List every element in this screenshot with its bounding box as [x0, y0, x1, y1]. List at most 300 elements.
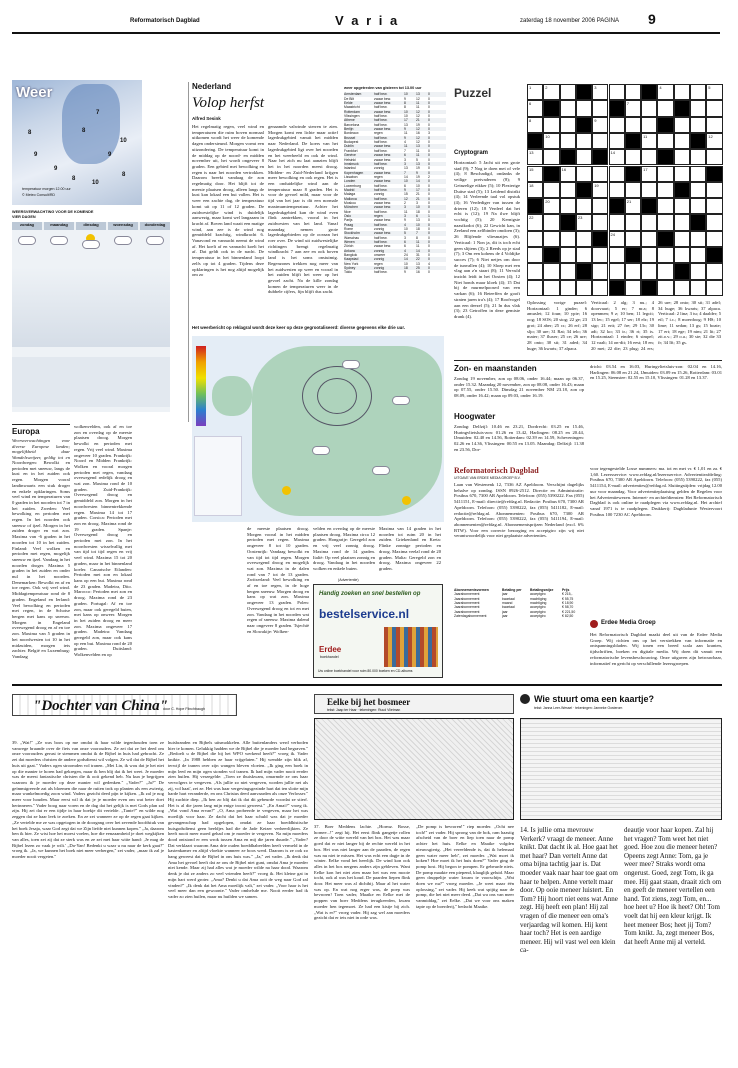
table-cell: Brussel — [344, 135, 356, 140]
crossword-cell-number: 3 — [594, 85, 597, 90]
crossword-cell-number: 8 — [529, 117, 532, 123]
table-cell: maand — [502, 601, 513, 606]
table-cell: 12 — [416, 114, 420, 119]
crossword-cell[interactable] — [690, 100, 706, 116]
crossword-cell[interactable] — [592, 214, 608, 230]
crossword-cell[interactable] — [657, 84, 673, 100]
crossword-cell[interactable] — [543, 263, 559, 279]
crossword-cell[interactable] — [641, 231, 657, 247]
forecast-title: WEERSVERWACHTING VOOR DE KOMENDE VIER DAGEN — [12, 210, 94, 219]
crossword-cell[interactable] — [527, 117, 543, 133]
crossword-cell[interactable] — [560, 166, 576, 182]
table-cell: 9 — [404, 187, 406, 192]
table-cell: 1 — [428, 213, 430, 218]
table-cell: zwaar bew. — [374, 153, 391, 158]
crossword-cell-number: 12 — [708, 133, 713, 139]
forecast-day-label: woensdag — [113, 222, 133, 227]
ad-books-image — [384, 627, 438, 667]
table-cell: De Bilt — [344, 96, 354, 101]
crossword-cell[interactable] — [576, 182, 592, 198]
crossword-cell[interactable] — [674, 84, 690, 100]
crossword-cell[interactable] — [592, 247, 608, 263]
table-cell: 0 — [428, 140, 430, 145]
table-cell: 31 — [416, 253, 420, 258]
crossword-cell[interactable] — [625, 100, 641, 116]
table-cell: 3 — [404, 235, 406, 240]
crossword-cell[interactable] — [641, 100, 657, 116]
crossword-cell[interactable] — [625, 117, 641, 133]
crossword-cell[interactable] — [706, 100, 722, 116]
nederland-kicker: Nederland — [192, 82, 232, 91]
crossword-cell[interactable] — [609, 247, 625, 263]
table-cell: 0 — [428, 222, 430, 227]
nederland-col-1: Het regelmatig regen, veel wind en temperaturen die ruim boven normaal uitkomen wordt het weer de komende dagen ondersteund. Morgen vormt een uitzondering. De temperatuur komt in de middag op de noord- en midden november uit, het wordt ongeveer 8 graden. Een gebied met bewolking en regen is naar het noorden vertrokken. Daarom breekt vandaag de zon regelmatig door. Het blijft tot de meeste plaatsen droog, alleen langs de kust kan lokaal een bui vallen. Het is weer een zachte dag, de temperatuur komt uit op 11 of 12 graden. De zuidwestelijke wind is duidelijk aanwezig, maar komt wel langzaam in kracht af. Boven land waait een matige wind, aan zee is de wind nog gemiddeld krachtig, windkracht 6. Vanavond en vannacht neemt de wind af. Het koelt af en vannacht koelt het af. Dat geldt ook in de nacht. De temperatuur in het binnenland loopt zelfs op tot 4 graden. Tijdens deze opklaringen is het nog altijd mogelijk om zo — [192, 124, 264, 278]
crossword-cell[interactable] — [543, 198, 559, 214]
crossword-cell[interactable] — [625, 133, 641, 149]
crossword-cell[interactable] — [657, 263, 673, 279]
crossword-cell[interactable] — [527, 198, 543, 214]
weer-title: Weer — [16, 84, 53, 101]
table-cell: 12 — [416, 127, 420, 132]
crossword-cell[interactable] — [674, 214, 690, 230]
crossword-cell[interactable] — [674, 149, 690, 165]
crossword-cell[interactable] — [543, 247, 559, 263]
table-cell: € 215,- — [562, 592, 573, 597]
crossword-cell-number: 18 — [529, 182, 534, 188]
table-cell: zwaar bew. — [374, 170, 391, 175]
crossword-cell[interactable] — [674, 247, 690, 263]
dochter-title: "Dochter van China" — [33, 698, 169, 714]
crossword-cell-number: 15 — [529, 166, 534, 172]
crossword-cell[interactable] — [690, 198, 706, 214]
crossword-cell[interactable] — [527, 280, 543, 296]
map-temp: 9 — [108, 152, 112, 158]
crossword-cell[interactable] — [657, 247, 673, 263]
table-cell: 21 — [416, 196, 420, 201]
crossword-cell[interactable] — [657, 117, 673, 133]
table-cell: half bew. — [374, 196, 388, 201]
table-cell: New York — [344, 261, 359, 266]
crossword-cell[interactable] — [674, 166, 690, 182]
table-cell: 11 — [404, 209, 408, 214]
crossword-cell[interactable] — [543, 149, 559, 165]
puzzel-clues: Horizontaal: 5 Jacht uit een grote stad (9); 7 Nog te doen met of vele (4); 8 Beschadigd, ondanks de veilige pretvaderen (8); 9 Geinzelige eikker (5); 10 Plezierige Duitse stad (5); 13 Leidend distrikt (4); 14 Verleende taal vol opstuk (4); 16 Verdediger van tussen de drieren (12); 18 Verdeel dat het echt is (12); 19 Na ilwe blijft vochtig (5); 20 Kernigste naastkodot (6); 22 Gewicht kan, in Zeeland een zelfbinder omdoen (3); 26 Blijfende vliesmatjes (6). Verticaal: 1 Non ja, dit is toch echt geen slijtens (3); 2 Reeds op je stad (7); 3 Om een kohens de 4 Voldijke succes (7); 6 Niet netjes om door de tunvallen (4); 10 Sloep met een vlag aan z'n staart (8); 11 Vervuld inzicht leidt in het Oosten (4); 12 Niet honds maar kloek (4); 15 Dat bij de murmelpoosed van een varkan (6); 16 Beteeffen de gooft straten jaren tra's (4); 17 Roofvogel aan een deezel (5); 21 In dus vlak (3); 23 Getroffen in deze gemiste drank (4). — [454, 160, 520, 319]
table-cell: zwaar bew. — [374, 127, 391, 132]
table-cell: 13 — [416, 161, 420, 166]
table-cell: 4 — [404, 222, 406, 227]
table-cell: 0 — [428, 200, 430, 205]
cloud-icon — [146, 236, 164, 245]
crossword-cell[interactable] — [625, 166, 641, 182]
crossword-cell[interactable] — [576, 166, 592, 182]
map-temp: 8 — [72, 176, 76, 182]
crossword-cell[interactable] — [527, 133, 543, 149]
forecast-days — [12, 222, 170, 412]
table-cell: half bew. — [374, 114, 388, 119]
bosmeer-title: Eelke bij het bosmeer — [327, 697, 411, 707]
puzzel-solution: Oplossing vorige puzzel: Horizontaal: 1 ginder; 6 amuslet; 12 foun; 10 ypie; 16 oog; 18 SOS; 20 stog; 22 ge; 23 grot; 24 aber; 25 cr.; 26 erf; 28 sljo; 30 ure; 31 Rat; 34 ielo; 36 mater; 37 fluxer; 25 ce; 26 ure; 28 onto; 30 sti; 31 aded; 34 huge; 36 kwarts; 37 alpaca. — [527, 300, 587, 351]
crossword-cell[interactable] — [674, 133, 690, 149]
table-cell: Istanbul — [344, 166, 356, 171]
crossword-cell[interactable] — [690, 263, 706, 279]
crossword-cell[interactable] — [560, 149, 576, 165]
crossword-cell-number: 16 — [561, 166, 567, 172]
table-cell: Kaapstad — [344, 257, 359, 262]
table-cell: 5 — [404, 231, 406, 236]
crossword-cell[interactable] — [609, 214, 625, 230]
table-cell: 13 — [416, 218, 420, 223]
table-cell: 0 — [428, 122, 430, 127]
crossword-cell[interactable] — [543, 166, 559, 182]
crossword-cell[interactable] — [543, 100, 559, 116]
crossword-cell[interactable] — [609, 84, 625, 100]
bestelservice-ad[interactable] — [313, 584, 443, 678]
forecast-day-label: zondag — [20, 222, 34, 227]
crossword-cell[interactable] — [609, 149, 625, 165]
table-cell: 12 — [416, 109, 420, 114]
table-cell: Bangkok — [344, 253, 358, 258]
erdee-logo — [590, 620, 722, 630]
table-cell: 0 — [428, 196, 430, 201]
table-cell: 0 — [428, 248, 430, 253]
crossword-cell-number: 10 — [545, 133, 550, 139]
table-cell: Zaterdagabonnement — [454, 614, 487, 619]
bottom-section-rule — [12, 684, 722, 686]
crossword-cell[interactable] — [592, 166, 608, 182]
crossword-cell[interactable] — [625, 247, 641, 263]
forecast-day — [108, 222, 138, 230]
crossword-cell[interactable] — [560, 280, 576, 296]
crossword-cell[interactable] — [592, 117, 608, 133]
crossword-cell[interactable] — [641, 84, 657, 100]
crossword-cell[interactable] — [657, 214, 673, 230]
forecast-day — [140, 222, 170, 230]
crossword-cell[interactable] — [527, 84, 543, 100]
crossword-cell[interactable] — [560, 214, 576, 230]
crossword-cell[interactable] — [592, 198, 608, 214]
crossword-cell[interactable] — [706, 247, 722, 263]
crossword-cell[interactable] — [609, 198, 625, 214]
table-cell: Oslo — [344, 213, 351, 218]
table-cell: half bew. — [374, 148, 388, 153]
table-cell: 9 — [416, 170, 418, 175]
table-cell: Sydney — [344, 266, 356, 271]
zon-text-2: dricht: 03.54 en 16.03, Huringvlietsluis-zon: 02.04 en 14.16, Harlingen: 06.08 en 21.24, IJmuiden: 03.09 en 15.26, Rotterdam: 03.01 en 15.25, Steenstee: 02.55 en 15.10, Vlissingen: 01.28 en 13.37. — [590, 364, 722, 381]
nederland-author: Alfred Sesink — [192, 116, 221, 121]
table-cell: 6 — [404, 244, 406, 249]
crossword-cell[interactable] — [576, 84, 592, 100]
crossword-cell[interactable] — [543, 231, 559, 247]
crossword-cell[interactable] — [625, 231, 641, 247]
crossword-cell[interactable] — [625, 214, 641, 230]
map-legend: temperatuur morgen 12.00 uur — [22, 187, 71, 191]
crossword-cell[interactable] — [641, 149, 657, 165]
table-cell: half bew. — [374, 240, 388, 245]
crossword-cell[interactable] — [706, 133, 722, 149]
column-divider — [188, 82, 189, 422]
table-cell: zwaar bew. — [374, 101, 391, 106]
table-cell: 0 — [428, 114, 430, 119]
table-cell: 19 — [416, 122, 420, 127]
crossword-cell[interactable] — [690, 247, 706, 263]
crossword-cell[interactable] — [690, 117, 706, 133]
table-cell: half bew. — [374, 161, 388, 166]
stations-rows — [344, 92, 446, 274]
crossword-cell[interactable] — [706, 280, 722, 296]
crossword-cell[interactable] — [706, 263, 722, 279]
crossword-cell[interactable] — [576, 247, 592, 263]
table-cell: 0 — [428, 187, 430, 192]
map-temp: 8 — [82, 128, 86, 134]
crossword-cell[interactable] — [657, 166, 673, 182]
table-cell: 12 — [404, 196, 408, 201]
crossword-cell[interactable] — [560, 100, 576, 116]
crossword-cell[interactable] — [625, 182, 641, 198]
crossword-cell[interactable] — [576, 280, 592, 296]
puzzel-rule — [454, 360, 722, 361]
map-temp: 10 — [92, 180, 99, 186]
crossword-cell[interactable] — [641, 133, 657, 149]
crossword-cell[interactable] — [706, 84, 722, 100]
table-cell: 14 — [416, 248, 420, 253]
crossword-cell[interactable] — [576, 100, 592, 116]
table-cell: 0 — [428, 209, 430, 214]
crossword-cell[interactable] — [706, 231, 722, 247]
crossword-cell-number: 6 — [529, 101, 532, 107]
table-cell: 0 — [428, 144, 430, 149]
crossword-cell[interactable] — [576, 214, 592, 230]
crossword-cell[interactable] — [527, 231, 543, 247]
crossword-cell[interactable] — [625, 263, 641, 279]
ad-tagline: Uw online boekhandel voor ruim 80.000 boeken en CD-albums — [318, 669, 413, 673]
crossword-cell[interactable] — [576, 149, 592, 165]
crossword-cell[interactable] — [690, 214, 706, 230]
crossword-cell[interactable] — [625, 84, 641, 100]
crossword-cell-number: 14 — [610, 150, 615, 156]
crossword-cell[interactable] — [543, 182, 559, 198]
crossword-cell[interactable] — [560, 182, 576, 198]
crossword-cell[interactable] — [576, 263, 592, 279]
crossword-cell[interactable] — [592, 263, 608, 279]
table-cell: Maastricht — [344, 105, 360, 110]
crossword-cell[interactable] — [609, 133, 625, 149]
table-cell: zwaar bew. — [374, 157, 391, 162]
crossword-cell[interactable] — [641, 182, 657, 198]
crossword-cell[interactable] — [543, 84, 559, 100]
crossword-cell[interactable] — [674, 263, 690, 279]
table-cell: Jaarabonnement — [454, 596, 480, 601]
crossword-cell[interactable] — [576, 198, 592, 214]
table-cell: 8 — [404, 101, 406, 106]
header-rule — [12, 32, 720, 34]
crossword-cell[interactable] — [560, 231, 576, 247]
table-cell: 14 — [416, 179, 420, 184]
crossword-cell[interactable] — [543, 280, 559, 296]
crossword-cell[interactable] — [527, 214, 543, 230]
crossword-cell[interactable] — [543, 214, 559, 230]
colofon-subtitle: UITGAVE VAN ERDEE MEDIA GROEP B.V. — [454, 476, 521, 480]
crossword-cell[interactable] — [657, 133, 673, 149]
crossword-cell[interactable] — [560, 117, 576, 133]
crossword-cell[interactable] — [657, 182, 673, 198]
crossword-cell[interactable] — [609, 117, 625, 133]
crossword-cell[interactable] — [527, 263, 543, 279]
crossword-cell[interactable] — [560, 247, 576, 263]
crossword-cell[interactable] — [657, 149, 673, 165]
crossword-cell[interactable] — [706, 149, 722, 165]
crossword-cell[interactable] — [690, 149, 706, 165]
crossword-cell[interactable] — [543, 117, 559, 133]
crossword-cell[interactable] — [609, 280, 625, 296]
table-cell: 3 — [404, 213, 406, 218]
crossword-cell[interactable] — [674, 117, 690, 133]
dochter-col-2: huisbranden en Bijbels uitsmokkelen. Alle buitenlanders werd verboden hier te komen. Gelukkig hadden we de Bijbel die je moeder had begraven." „Bedoelt u de Bijbel die bij het WPO werkend heeft?" vroeg ik. Vader knikte. „In 1988 hebben ze haar vrijgelaten." Hij wendde zijn blik af, terwijl de tranen over zijn wangen bleven vloeien. „Ik ging een boek in mijn leed en mijn ogen stonden vol tranen. Ik had mijn vader nooit eerder zien huilen. Hij verzegelde: „Toen ze thuiskwam, omarmde ze ons haar vervolgers te vergeven. ‚Als jullie zo niet vergeven, worden jullie net als zij, vol haat', zei ze. Het was haar vergevingsgezinde hart dat ten slotte mijn harde hart veranderde, en ons Christus deed aanvaarden als onze Verlosser." Hij zuchtte diep. „Ik ben zo blij dat ik dat dit gebeurde voordat ze stierf. Het is al die jaren lang mijn enige troost geweest." „En Amai?" vroeg ik. „Wat vond Ama ervan?" „O, Ama probeerde te vergeven, maar het was moeilijk voor haar. Ze dacht dat het haar schuld was dat je moeder gevangenschap had opgelopen, omdat ze haar boeddhistische huisgodsdienst geen beeldjes had die de Jade Keizer verheerlijkten. Ze heeft nooit meer moed gehad om je moeder te vergeven. Na mijn moeders dood ontstond er een wrok tussen Ama en mij die jaren duurde." „Vader? Dat verklaart waarom Ama drie ouden boeddhabeelden heeft vermeld in de kastenkamer en altijd vloekte wanneer ze boos werd. Daarom is ze ook zo bang geweest dat de Bijbel in ons huis was." „Ja," zei vader. „Ik denk dat Ama het gevoel heeft dat ze ons de Bijbel niet gunt, omdat Ama je moeder niet kende. Maar zij had alles wat je moeder wilde na haar dood. Waarom denk je dat ze anders zo veel vrienden heeft?" vroeg ik. Het kleine gat in mijn hart werd groter. „Ama? Denkt u dat Ama ooit de weg naar God zal vinden?" „Ik denk dat het Ama moeilijk valt," zei vader. „Voor haar is het veel meer dan een gewoonte." Vader omhelsde me. Nooit eerder had ik vader zo zien huilen, maar nu huilden we samen. — [168, 740, 308, 899]
crossword-cell[interactable] — [592, 133, 608, 149]
crossword-cell[interactable] — [674, 100, 690, 116]
table-cell: 0 — [428, 270, 430, 275]
crossword-cell-number: 21 — [626, 199, 632, 205]
crossword-cell[interactable] — [527, 166, 543, 182]
crossword-cell[interactable] — [641, 198, 657, 214]
crossword-cell[interactable] — [527, 182, 543, 198]
crossword-cell[interactable] — [690, 231, 706, 247]
europa-col-4: velden en overdag op de meeste plaatsen droog. Maxima circa 12 graden. Hongarije: Geregeld zon en vrij veel zonnig droog. Maxima rond de 14 graden. Italië: Op veel plaatsen zonnig en droog. Vandaag in het noorden wolken en enkele buien. — [313, 526, 375, 571]
wiestuurt-badge — [520, 694, 530, 704]
crossword-cell[interactable] — [592, 231, 608, 247]
crossword-cell[interactable] — [592, 182, 608, 198]
crossword-cell[interactable] — [609, 166, 625, 182]
table-cell: 5 — [416, 157, 418, 162]
table-cell: 12 — [416, 135, 420, 140]
table-cell: 0 — [428, 127, 430, 132]
crossword-cell[interactable] — [657, 100, 673, 116]
crossword-cell[interactable] — [690, 166, 706, 182]
table-cell: 0 — [428, 161, 430, 166]
crossword-cell[interactable] — [609, 231, 625, 247]
hoogwater-title: Hoogwater — [454, 412, 496, 421]
table-cell: 0 — [428, 257, 430, 262]
table-cell: 0 — [428, 240, 430, 245]
crossword-cell[interactable] — [592, 84, 608, 100]
crossword-cell[interactable] — [527, 149, 543, 165]
crossword-cell[interactable] — [576, 231, 592, 247]
crossword-cell-number: 13 — [529, 150, 534, 156]
crossword-cell[interactable] — [674, 231, 690, 247]
crossword-cell[interactable] — [641, 247, 657, 263]
crossword-cell[interactable] — [706, 182, 722, 198]
crossword-cell[interactable] — [625, 280, 641, 296]
table-cell: 12 — [416, 96, 420, 101]
crossword-cell[interactable] — [690, 84, 706, 100]
crossword-cell[interactable] — [657, 198, 673, 214]
crossword-cell[interactable] — [706, 214, 722, 230]
crossword-cell[interactable] — [690, 182, 706, 198]
crossword-cell[interactable] — [592, 149, 608, 165]
crossword-cell-number: 23 — [577, 215, 583, 221]
crossword-cell[interactable] — [543, 133, 559, 149]
crossword-cell[interactable] — [560, 198, 576, 214]
table-cell: 13 — [404, 122, 408, 127]
crossword-cell[interactable] — [674, 198, 690, 214]
table-cell: 6 — [404, 153, 406, 158]
crossword-cell[interactable] — [690, 133, 706, 149]
crossword-cell[interactable] — [641, 280, 657, 296]
table-cell: München — [344, 205, 358, 210]
crossword-cell[interactable] — [706, 117, 722, 133]
table-cell: acceptgiro — [530, 605, 546, 610]
table-cell: 0 — [428, 235, 430, 240]
ad-brand: Erdee — [319, 645, 342, 654]
table-cell: Helsinki — [344, 157, 356, 162]
header-section: V a r i a — [335, 13, 400, 28]
crossword-cell[interactable] — [609, 263, 625, 279]
crossword-cell[interactable] — [641, 263, 657, 279]
table-cell: 0 — [428, 179, 430, 184]
table-cell: Dublin — [344, 144, 354, 149]
europa-intro: Weersverwachtingen voor diverse Europese landen; mogelijkheid daar Wandelsweijzer, geldig tot en — [12, 438, 70, 460]
crossword-cell[interactable] — [641, 214, 657, 230]
crossword-cell[interactable] — [560, 133, 576, 149]
table-cell: Zürich — [344, 244, 354, 249]
table-cell: zonnig — [374, 166, 384, 171]
crossword-cell[interactable] — [641, 166, 657, 182]
crossword-cell[interactable] — [576, 117, 592, 133]
crossword-cell[interactable] — [576, 133, 592, 149]
crossword-cell[interactable] — [674, 182, 690, 198]
cloud-icon — [312, 446, 330, 455]
table-cell: 0 — [428, 218, 430, 223]
bosmeer-byline: tekst: Jaap ter Haar · tekeningen: Ruud Vlietman — [327, 708, 401, 712]
crossword-cell[interactable] — [560, 263, 576, 279]
crossword-cell[interactable] — [560, 84, 576, 100]
crossword-cell[interactable] — [657, 231, 673, 247]
crossword-cell[interactable] — [690, 280, 706, 296]
table-cell: 12 — [416, 140, 420, 145]
table-cell: Abonnementsvormen — [454, 588, 489, 592]
table-cell: 16 — [416, 270, 420, 275]
table-cell: 9 — [404, 270, 406, 275]
crossword-cell[interactable] — [592, 100, 608, 116]
table-cell: 3 — [416, 200, 418, 205]
crossword-cell[interactable] — [527, 100, 543, 116]
nederland-title: Volop herfst — [192, 95, 265, 111]
crossword-cell[interactable] — [706, 166, 722, 182]
table-cell: zwaar bew. — [374, 144, 391, 149]
table-cell: 0 — [428, 253, 430, 258]
ad-url[interactable]: bestelservice.nl — [319, 607, 410, 621]
crossword-cell[interactable] — [641, 117, 657, 133]
zon-title: Zon- en maanstanden — [454, 364, 537, 373]
crossword-cell[interactable] — [609, 182, 625, 198]
crossword-cell[interactable] — [609, 100, 625, 116]
table-cell: 0 — [428, 101, 430, 106]
crossword-cell[interactable] — [527, 247, 543, 263]
table-cell: 14 — [404, 257, 408, 262]
table-cell: 4 — [404, 140, 406, 145]
crossword-cell[interactable] — [657, 280, 673, 296]
map-temp: 8 — [122, 172, 126, 178]
crossword-cell[interactable] — [592, 280, 608, 296]
crossword-cell[interactable] — [625, 198, 641, 214]
table-cell: 0 — [428, 227, 430, 231]
table-cell: 10 — [416, 183, 420, 188]
crossword-cell[interactable] — [625, 149, 641, 165]
table-cell: 21 — [416, 118, 420, 123]
table-cell: 0 — [428, 92, 430, 97]
europa-rule — [12, 424, 70, 425]
crossword-cell[interactable] — [706, 198, 722, 214]
crossword-cell[interactable] — [674, 280, 690, 296]
